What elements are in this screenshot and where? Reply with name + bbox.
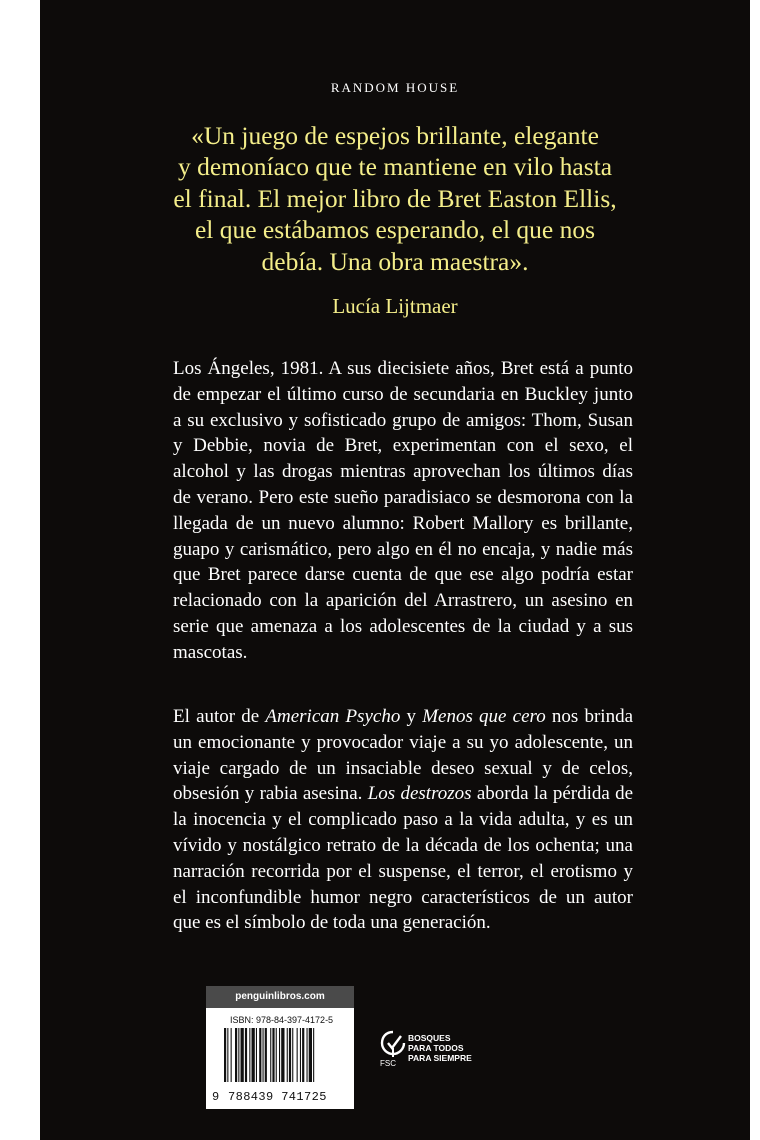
- barcode-bar: [300, 1028, 301, 1082]
- barcode-bar: [235, 1028, 237, 1082]
- barcode-bar: [292, 1028, 293, 1082]
- quote-line: debía. Una obra maestra».: [261, 246, 529, 276]
- fsc-line: PARA TODOS: [408, 1043, 464, 1053]
- quote-line: «Un juego de espejos brillante, elegante: [191, 121, 599, 150]
- fsc-line: BOSQUES: [408, 1033, 451, 1043]
- synopsis-paragraph-2: [173, 704, 633, 936]
- barcode-bar: [297, 1028, 298, 1082]
- website-label: penguinlibros.com: [206, 986, 354, 1008]
- barcode-bar: [256, 1028, 257, 1082]
- barcode-bar: [313, 1028, 314, 1082]
- barcode-bar: [231, 1028, 232, 1082]
- barcode-bar: [302, 1028, 304, 1082]
- barcode-bar: [281, 1028, 284, 1082]
- fsc-logo: [380, 1030, 490, 1070]
- barcode-bar: [265, 1028, 267, 1082]
- back-cover: [40, 0, 750, 1140]
- quote-line: el que estábamos esperando, el que nos: [194, 215, 596, 245]
- text-run: nos brinda un emocionante y provocador viaje a su yo adolescente, un viaje cargado de un insaciable deseo sexual y de celos, obsesión y rabia asesina.: [173, 706, 634, 805]
- barcode-bar: [309, 1028, 312, 1082]
- barcode-bar: [272, 1028, 274, 1082]
- isbn-label: ISBN: 978-84-397-4172-5: [230, 1015, 334, 1025]
- synopsis-paragraph-1: Los Ángeles, 1981. A sus diecisiete años, Bret está a punto de empezar el último curso de secundaria en Buckley junto a su exclusivo y sofisticado grupo de amigos: Thom, Susan y Debbie, novia de Bret, experimentan con el sexo, el alcohol y las drogas mientras aprovechan los últimos días de verano. Pero este sueño paradisiaco se desmorona con la llegada de un nuevo alumno: Robert Mallory es brillante, guapo y carismático, pero algo en él no encaja, y nadie más que Bret parece darse cuenta de que ese algo podría estar relacionado con la aparición del Arrastrero, un asesino en serie que amenaza a los adolescentes de la ciudad y a sus mascotas.: [173, 358, 633, 663]
- barcode-graphic: [224, 1028, 348, 1092]
- fsc-line: PARA SIEMPRE: [408, 1053, 472, 1063]
- text-run: aborda la pérdida de la inocencia y el complicado paso a la vida adulta, y es un vívido y nostálgico retrato de la década de los ochenta; una narración recorrida por el suspense, el terror, el erotismo y el inconfundible humor negro característicos de un autor que es el símbolo de toda una generación.: [173, 783, 634, 934]
- ean-first-digit: 9: [212, 1090, 220, 1104]
- barcode-bar: [289, 1028, 291, 1082]
- text-run: y: [400, 706, 423, 727]
- barcode-bar: [252, 1028, 255, 1082]
- barcode-bar: [270, 1028, 271, 1082]
- tree-check-icon: [380, 1030, 406, 1058]
- text-run: El autor de: [173, 706, 266, 727]
- barcode-bar: [249, 1028, 250, 1082]
- barcode-bar: [263, 1028, 264, 1082]
- barcode-bar: [307, 1028, 308, 1082]
- barcode-bar: [276, 1028, 277, 1082]
- review-quote: [160, 120, 630, 277]
- book-title: American Psycho: [265, 706, 401, 727]
- quote-line: y demoníaco que te mantiene en vilo hasta: [177, 152, 613, 182]
- barcode-bar: [224, 1028, 226, 1082]
- book-title: Los destrozos: [367, 783, 472, 805]
- fsc-label: FSC: [380, 1059, 396, 1068]
- barcode-bar: [245, 1028, 247, 1082]
- publisher-name: RANDOM HOUSE: [330, 80, 460, 95]
- quote-line: el final. El mejor libro de Bret Easton Ellis,: [173, 183, 617, 213]
- fsc-slogan: [408, 1033, 472, 1063]
- barcode-bar: [241, 1028, 244, 1082]
- barcode-bar: [238, 1028, 239, 1082]
- barcode-panel: [206, 986, 354, 1109]
- ean-digits: 788439 741725: [228, 1090, 327, 1104]
- barcode-bar: [279, 1028, 280, 1082]
- quote-author: Lucía Lijtmaer: [332, 294, 458, 318]
- barcode-bar: [227, 1028, 228, 1082]
- book-title: Menos que cero: [422, 706, 546, 727]
- barcode-bar: [259, 1028, 261, 1082]
- barcode-bar: [287, 1028, 288, 1082]
